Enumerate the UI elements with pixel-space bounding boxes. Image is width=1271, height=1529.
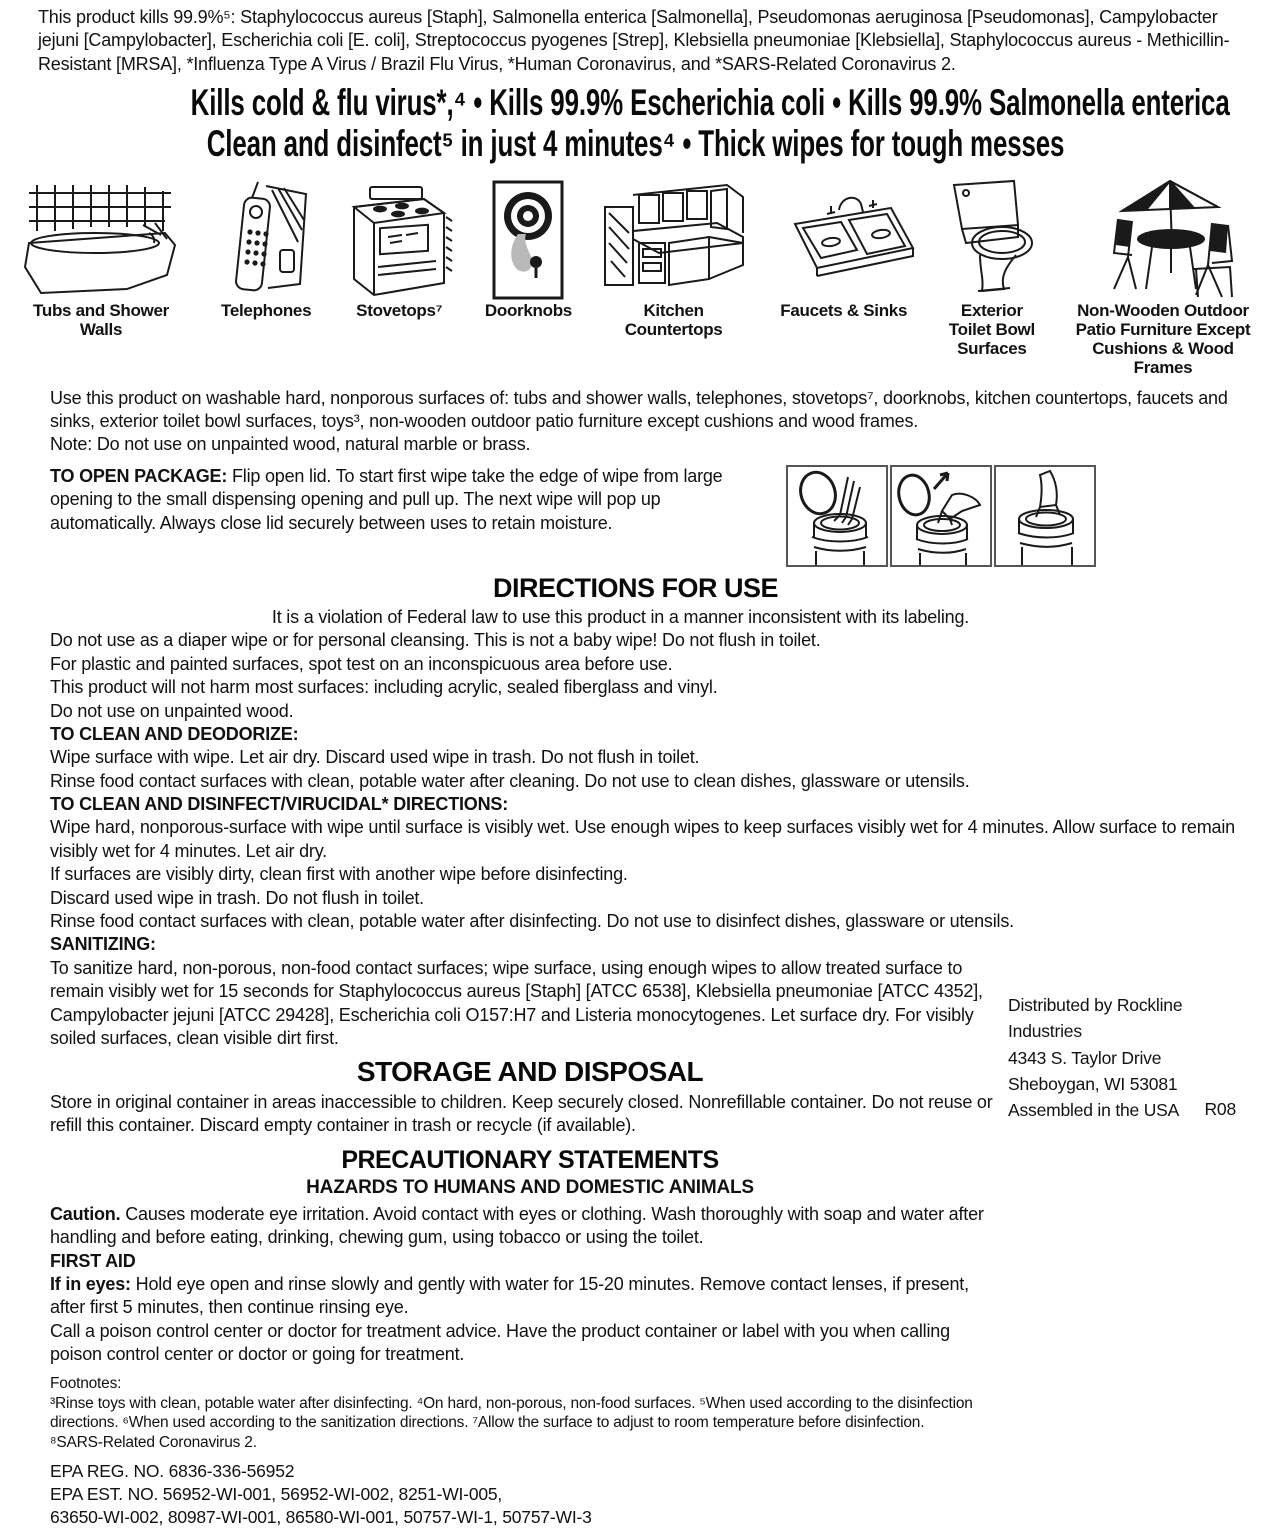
surface-patio-furniture xyxy=(1065,179,1261,377)
patio-furniture-icon xyxy=(1074,179,1252,301)
surface-label: Faucets & Sinks xyxy=(780,300,908,320)
direction-line: This product will not harm most surfaces: including acrylic, sealed fiberglass and vinyl. xyxy=(50,677,718,698)
bathtub-icon xyxy=(15,179,187,301)
direction-line: Wipe surface with wipe. Let air dry. Discard used wipe in trash. Do not flush in toilet. xyxy=(50,747,700,768)
headline xyxy=(0,83,1271,164)
open-package-body: Flip open lid. To start first wipe take the edge of wipe from large opening to the small dispensing opening and pull up. The next wipe will pop up automatically. Always close lid securely between uses to retain moisture. xyxy=(50,465,723,533)
surface-label: Non-Wooden Outdoor Patio Furniture Except Cushions & Wood Frames xyxy=(1075,300,1251,377)
eyes-paragraph xyxy=(0,1273,1000,1320)
footnotes xyxy=(0,1374,1000,1452)
violation-line: It is a violation of Federal law to use this product in a manner inconsistent with its labeling. xyxy=(271,606,970,627)
eyes-label: If in eyes: xyxy=(50,1273,131,1294)
open-package-text xyxy=(50,465,750,535)
open-step-1-icon xyxy=(786,465,888,567)
usage-text: Use this product on washable hard, nonporous surfaces of: tubs and shower walls, telephones, stovetops⁷, doorknobs, kitchen countertops, faucets and sinks, exterior toilet bowl surfaces, toys³, non-wooden outdoor patio furniture except cushions and wood frames. xyxy=(50,387,1228,432)
kitchen-countertop-icon xyxy=(599,179,749,301)
open-package-label: TO OPEN PACKAGE: xyxy=(50,465,228,486)
surface-label: Telephones xyxy=(221,300,312,320)
disinfect-heading: TO CLEAN AND DISINFECT/VIRUCIDAL* DIRECTIONS: xyxy=(50,794,509,815)
direction-line: Rinse food contact surfaces with clean, potable water after disinfecting. Do not use to disinfect dishes, glassware or utensils. xyxy=(50,911,1014,932)
hazards-subtitle: HAZARDS TO HUMANS AND DOMESTIC ANIMALS xyxy=(306,1177,754,1199)
sanitizing-paragraph: To sanitize hard, non-porous, non-food contact surfaces; wipe surface, using enough wipes to allow treated surface to remain visibly wet for 15 seconds for Staphylococcus aureus [Staph] [ATCC 6538], Klebsiella pneumoniae [ATCC 4352], Campylobacter jejuni [ATCC 29428], Escherichia coli O157:H7 and Listeria monocytogenes. Let surface dry. For visibly soiled surfaces, clean visible dirt first. xyxy=(50,957,983,1048)
surface-label: Exterior Toilet Bowl Surfaces xyxy=(948,300,1035,358)
sink-icon xyxy=(769,179,919,301)
stove-icon xyxy=(340,179,458,301)
directions-title: DIRECTIONS FOR USE xyxy=(492,572,779,603)
headline-line-2: Clean and disinfect⁵ in just 4 minutes⁴ • Thick wipes for tough messes xyxy=(206,122,1065,164)
surface-tubs xyxy=(10,179,192,339)
caution-text: Causes moderate eye irritation. Avoid contact with eyes or clothing. Wash thoroughly with soap and water after handling and before eating, drinking, chewing gum, using tobacco or using the toilet. xyxy=(50,1203,984,1248)
open-step-3-icon xyxy=(994,465,1096,567)
open-step-2-icon xyxy=(890,465,992,567)
storage-title: STORAGE AND DISPOSAL xyxy=(356,1056,704,1088)
direction-line: If surfaces are visibly dirty, clean first with another wipe before disinfecting. xyxy=(50,864,628,885)
surface-faucets-sinks xyxy=(769,179,919,320)
footnote-sars: ⁸SARS-Related Coronavirus 2. xyxy=(50,1433,257,1451)
surface-label: Doorknobs xyxy=(484,300,572,320)
usage-note: Note: Do not use on unpainted wood, natural marble or brass. xyxy=(50,434,531,455)
sanitizing-heading: SANITIZING: xyxy=(50,934,156,955)
direction-line: Rinse food contact surfaces with clean, potable water after cleaning. Do not use to clean dishes, glassware or utensils. xyxy=(50,770,970,791)
eyes-text: Hold eye open and rinse slowly and gently with water for 15-20 minutes. Remove contact lenses, if present, after first 5 minutes, then continue rinsing eye. xyxy=(50,1273,969,1318)
distributor-street: 4343 S. Taylor Drive xyxy=(1008,1047,1162,1068)
revision-code: R08 xyxy=(1204,1099,1236,1119)
doorknob-icon xyxy=(484,179,572,301)
open-package-figure xyxy=(784,465,1096,567)
direction-line: For plastic and painted surfaces, spot test on an inconspicuous area before use. xyxy=(50,653,673,674)
deodorize-heading: TO CLEAN AND DEODORIZE: xyxy=(50,723,299,744)
poison-control-paragraph: Call a poison control center or doctor for treatment advice. Have the product container or label with you when calling poison control center or doctor or going for treatment. xyxy=(50,1320,950,1365)
first-aid-heading: FIRST AID xyxy=(50,1250,136,1271)
surface-kitchen-countertops xyxy=(599,179,749,339)
epa-est-number-line-2: 63650-WI-002, 80987-WI-001, 86580-WI-001, 50757-WI-1, 50757-WI-3 xyxy=(50,1507,592,1528)
toilet-icon xyxy=(940,179,1044,301)
usage-paragraph xyxy=(0,387,1271,457)
caution-label: Caution. xyxy=(50,1203,121,1224)
footnotes-body: ³Rinse toys with clean, potable water after disinfecting. ⁴On hard, non-porous, non-food surfaces. ⁵When used according to the disinfection directions. ⁶When used according to the sanitization directions. ⁷Allow the surface to adjust to room temperature before disinfection. xyxy=(50,1394,973,1432)
storage-paragraph: Store in original container in areas inaccessible to children. Keep securely closed. Nonrefillable container. Do not reuse or refill this container. Discard empty container in trash or recycle (if available). xyxy=(50,1091,993,1136)
precautionary-title: PRECAUTIONARY STATEMENTS xyxy=(341,1145,719,1174)
open-package-section xyxy=(0,465,1271,567)
kill-claims-paragraph: This product kills 99.9%⁵: Staphylococcus aureus [Staph], Salmonella enterica [Salmonella], Pseudomonas aeruginosa [Pseudomonas], Campylobacter jejuni [Campylobacter], Escherichia coli [E. coli], Streptococcus pyogenes [Strep], Klebsiella pneumoniae [Klebsiella], Staphylococcus aureus - Methicillin-Resistant [MRSA], *Influenza Type A Virus / Brazil Flu Virus, *Human Coronavirus, and *SARS-Related Coronavirus 2. xyxy=(38,7,1230,74)
surface-stovetops xyxy=(340,179,458,320)
surfaces-icon-row xyxy=(0,179,1271,377)
surface-telephones xyxy=(212,179,320,320)
epa-est-number-line-1: EPA EST. NO. 56952-WI-001, 56952-WI-002, 8251-WI-005, xyxy=(50,1484,503,1505)
epa-block xyxy=(0,1460,1271,1529)
direction-line: Do not use as a diaper wipe or for personal cleansing. This is not a baby wipe! Do not flush in toilet. xyxy=(50,630,821,651)
telephone-icon xyxy=(218,179,314,301)
caution-paragraph xyxy=(0,1203,1000,1250)
assembled-in-usa: Assembled in the USA xyxy=(1008,1100,1180,1120)
surface-label: Stovetops⁷ xyxy=(356,300,443,320)
surface-label: Tubs and Shower Walls xyxy=(33,300,169,339)
surface-doorknobs xyxy=(478,179,578,320)
distributor-city: Sheboygan, WI 53081 xyxy=(1008,1073,1178,1094)
distributor-name: Distributed by Rockline Industries xyxy=(1008,995,1183,1042)
headline-line-1: Kills cold & flu virus*,⁴ • Kills 99.9% Escherichia coli • Kills 99.9% Salmonella enterica xyxy=(190,82,1230,124)
directions-body xyxy=(0,629,1271,1050)
direction-line: Discard used wipe in trash. Do not flush in toilet. xyxy=(50,887,424,908)
epa-reg-number: EPA REG. NO. 6836-336-56952 xyxy=(50,1460,295,1481)
direction-line: Wipe hard, nonporous-surface with wipe until surface is visibly wet. Use enough wipes to keep surfaces visibly wet for 4 minutes. Allow surface to remain visibly wet for 4 minutes. Let air dry. xyxy=(50,817,1235,861)
footnotes-heading: Footnotes: xyxy=(50,1375,122,1393)
surface-label: Kitchen Countertops xyxy=(624,300,723,339)
surface-toilet xyxy=(939,179,1045,358)
direction-line: Do not use on unpainted wood. xyxy=(50,700,294,721)
